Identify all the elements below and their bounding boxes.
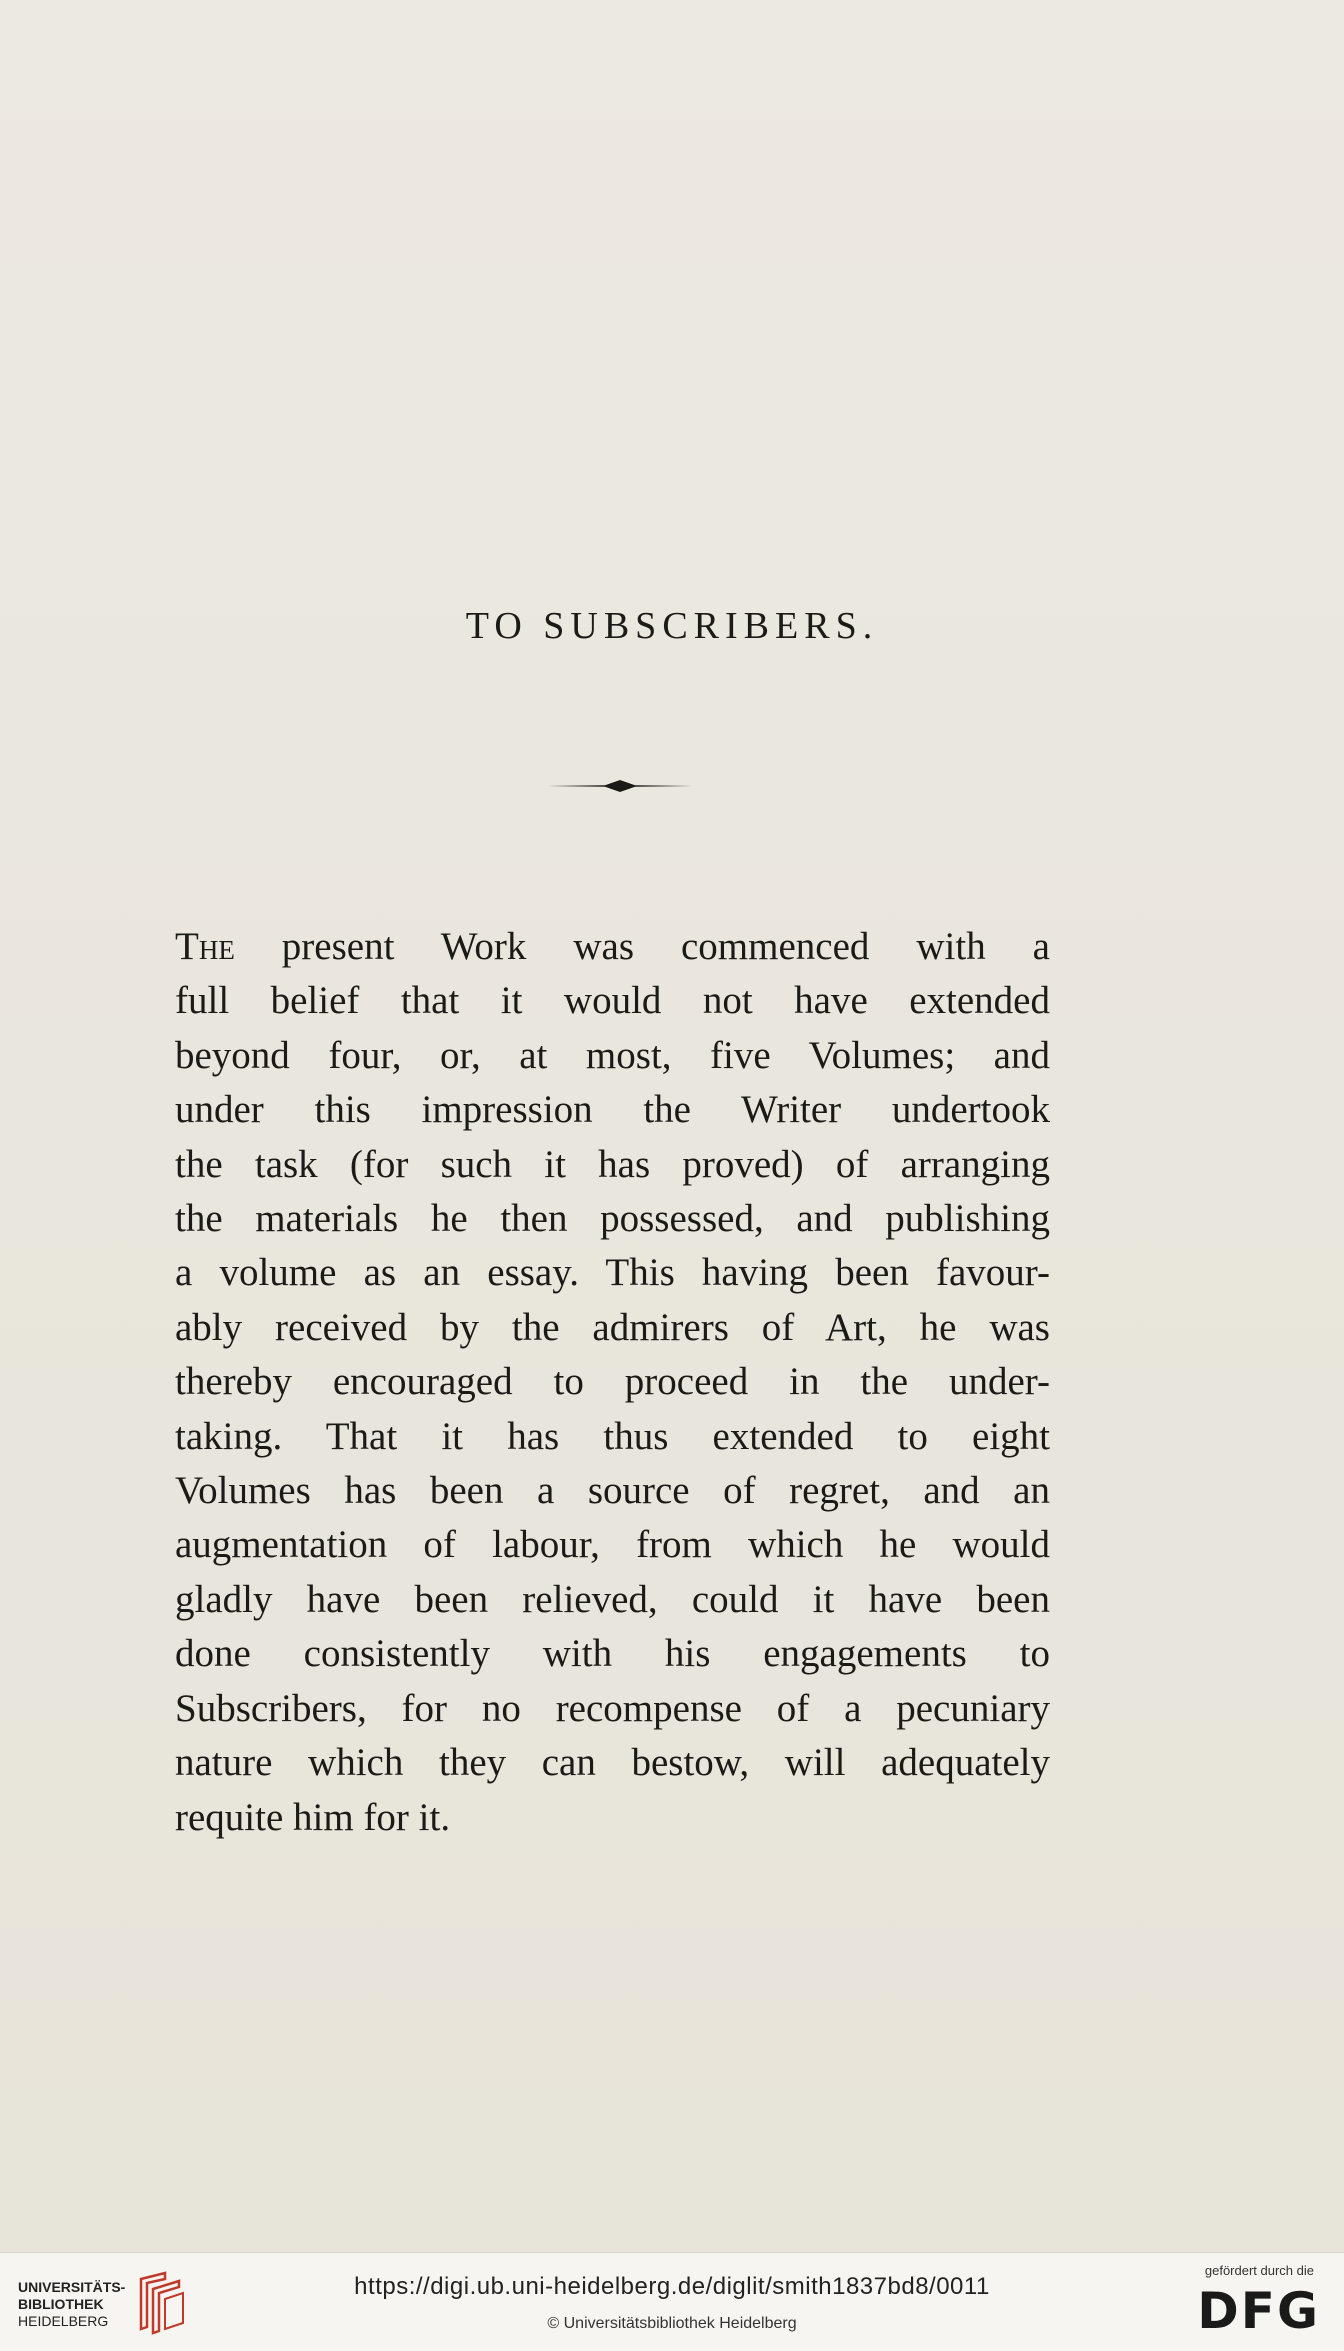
paragraph-line-4: under this impression the Writer undertook <box>175 1088 1050 1132</box>
paragraph-line-15: Subscribers, for no recompense of a pecuniary <box>175 1686 1050 1730</box>
paragraph-line-13: gladly have been relieved, could it have been <box>175 1577 1050 1621</box>
viewer-footer <box>0 2252 1344 2351</box>
paragraph-lead-word: The <box>175 925 235 968</box>
paragraph-line-2: full belief that it would not have extended <box>175 979 1050 1023</box>
paragraph-line-3: beyond four, or, at most, five Volumes; and <box>175 1033 1050 1077</box>
diamond-rule-ornament-icon <box>545 778 695 794</box>
paragraph-line-7: a volume as an essay. This having been favour- <box>175 1251 1050 1295</box>
paragraph-line-16: nature which they can bestow, will adequately <box>175 1741 1050 1785</box>
dfg-logo-icon: DFG <box>1197 2282 1320 2340</box>
library-name-line-1: UNIVERSITÄTS- <box>18 2279 126 2295</box>
copyright-notice: © Universitätsbibliothek Heidelberg <box>547 2315 797 2332</box>
library-name-line-3: HEIDELBERG <box>18 2313 109 2329</box>
paragraph-line-5: the task (for such it has proved) of arranging <box>175 1142 1050 1186</box>
paragraph-line-12: augmentation of labour, from which he would <box>175 1523 1050 1567</box>
page-title: TO SUBSCRIBERS. <box>465 605 879 647</box>
page-url-link[interactable]: https://digi.ub.uni-heidelberg.de/diglit/smith1837bd8/0011 <box>354 2273 990 2300</box>
paragraph-line-8: ably received by the admirers of Art, he was <box>175 1305 1050 1349</box>
paragraph-line-1: The present Work was commenced with a <box>175 925 1050 968</box>
paragraph-line-10: taking. That it has thus extended to eight <box>175 1414 1050 1458</box>
paragraph-line-17: requite him for it. <box>175 1795 451 1839</box>
funded-by-label: gefördert durch die <box>1204 2263 1314 2278</box>
body-paragraph <box>175 920 1050 1845</box>
paragraph-line-11: Volumes has been a source of regret, and an <box>175 1469 1050 1513</box>
paragraph-line-9: thereby encouraged to proceed in the under- <box>175 1360 1050 1404</box>
library-name-line-2: BIBLIOTHEK <box>18 2296 104 2312</box>
paragraph-line-14: done consistently with his engagements to <box>175 1632 1050 1676</box>
paragraph-line-6: the materials he then possessed, and publishing <box>175 1197 1050 1241</box>
